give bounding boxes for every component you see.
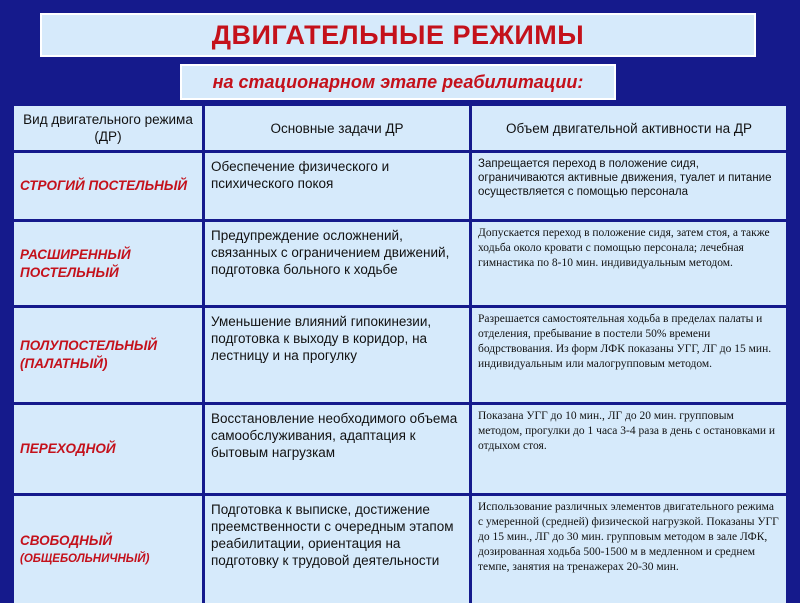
row-semi-tasks: Уменьшение влияний гипокинезии, подготовка к выходу в коридор, на лестницу и на прогулку	[205, 308, 469, 402]
mode-label: СТРОГИЙ ПОСТЕЛЬНЫЙ	[20, 178, 188, 193]
row-extended-mode	[14, 222, 202, 305]
mode-label: ПЕРЕХОДНОЙ	[20, 441, 116, 456]
row-free-activity: Использование различных элементов двигательного режима с умеренной (средней) физической нагрузкой. Показаны УГГ до 15 мин., ЛГ до 30 мин. групповым методом в зале ЛФК, дозированная ходьба 500-1500 м в медленном и среднем темпе, занятия на тренажерах 20-30 мин.	[472, 496, 786, 603]
page-title: ДВИГАТЕЛЬНЫЕ РЕЖИМЫ	[40, 13, 756, 57]
row-strict-mode	[14, 153, 202, 219]
modes-table	[14, 106, 786, 596]
mode-label: ПОЛУПОСТЕЛЬНЫЙ	[20, 338, 158, 353]
row-free-mode	[14, 496, 202, 603]
row-extended-activity: Допускается переход в положение сидя, затем стоя, а также ходьба около кровати с помощью персонала; лечебная гимнастика по 8-10 мин. индивидуальным методом.	[472, 222, 786, 305]
row-strict-tasks: Обеспечение физического и психического покоя	[205, 153, 469, 219]
mode-label: РАСШИРЕННЫЙ ПОСТЕЛЬНЫЙ	[20, 246, 131, 280]
row-free-tasks: Подготовка к выписке, достижение преемственности с очередным этапом реабилитации, ориентация на подготовку к трудовой деятельности	[205, 496, 469, 603]
row-transitional-tasks: Восстановление необходимого объема самообслуживания, адаптация к бытовым нагрузкам	[205, 405, 469, 493]
mode-label: СВОБОДНЫЙ	[20, 532, 113, 548]
row-extended-tasks: Предупреждение осложнений, связанных с ограничением движений, подготовка больного к ходьбе	[205, 222, 469, 305]
header-mode: Вид двигательного режима (ДР)	[14, 106, 202, 150]
mode-sublabel: (ОБЩЕБОЛЬНИЧНЫЙ)	[20, 552, 150, 565]
header-activity: Объем двигательной активности на ДР	[472, 106, 786, 150]
mode-sublabel: (ПАЛАТНЫЙ)	[20, 356, 108, 371]
row-transitional-mode	[14, 405, 202, 493]
page-subtitle: на стационарном этапе реабилитации:	[180, 64, 616, 100]
row-semi-mode	[14, 308, 202, 402]
header-tasks: Основные задачи ДР	[205, 106, 469, 150]
row-semi-activity: Разрешается самостоятельная ходьба в пределах палаты и отделения, пребывание в постели 50% времени бодрствования. Из форм ЛФК показаны УГГ, ЛГ до 15 мин. индивидуальным или малогрупповым методом.	[472, 308, 786, 402]
row-strict-activity: Запрещается переход в положение сидя, ограничиваются активные движения, туалет и питание осуществляется с помощью персонала	[472, 153, 786, 219]
row-transitional-activity: Показана УГГ до 10 мин., ЛГ до 20 мин. групповым методом, прогулки до 1 часа 3-4 раза в день с остановками и отдыхом стоя.	[472, 405, 786, 493]
